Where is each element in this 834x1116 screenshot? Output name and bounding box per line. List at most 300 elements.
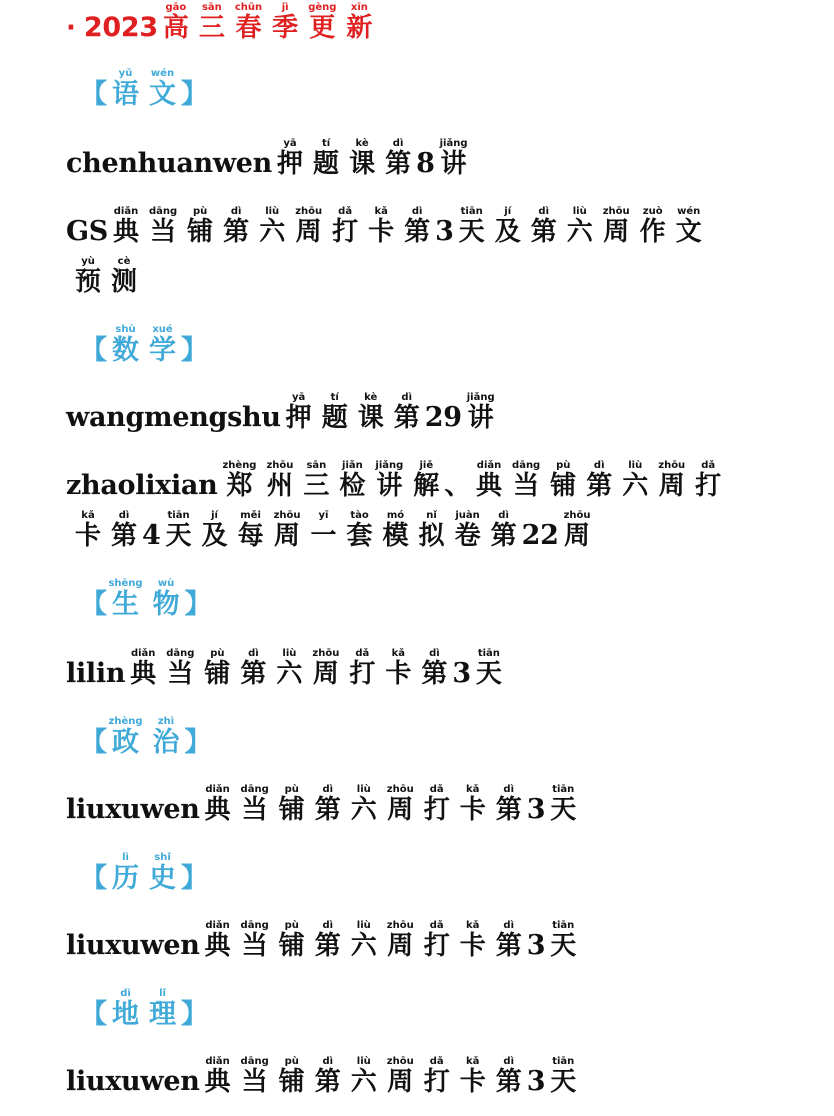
pinyin: zhōu bbox=[266, 460, 294, 471]
pinyin: zhōu bbox=[312, 648, 340, 659]
han-char: 模 bbox=[382, 521, 409, 551]
han-char: 铺 bbox=[550, 471, 577, 501]
pinyin: cè bbox=[111, 256, 138, 267]
bracket-close: 】 bbox=[184, 727, 212, 758]
annotated-char bbox=[512, 460, 541, 501]
teacher-name: wangmengshu bbox=[66, 402, 281, 433]
annotated-char bbox=[149, 988, 176, 1030]
annotated-char bbox=[639, 206, 666, 247]
annotated-char bbox=[278, 784, 305, 825]
han-char: 政 bbox=[108, 727, 143, 758]
annotated-char bbox=[165, 510, 192, 551]
annotated-char bbox=[259, 206, 286, 247]
annotated-char bbox=[149, 852, 176, 894]
subject-heading bbox=[80, 324, 208, 367]
pinyin: yā bbox=[285, 392, 312, 403]
annotated-char bbox=[204, 920, 231, 961]
annotated-char bbox=[346, 510, 373, 551]
annotated-char bbox=[530, 206, 557, 247]
annotated-char bbox=[386, 1056, 414, 1097]
annotated-char bbox=[312, 648, 340, 689]
han-char: 预 bbox=[75, 267, 102, 297]
annotated-char bbox=[201, 510, 228, 551]
teacher-name: zhaolixian bbox=[66, 470, 218, 501]
subject-chars bbox=[107, 578, 185, 620]
pinyin: dāng bbox=[240, 1056, 269, 1067]
pinyin: lǐ bbox=[149, 988, 176, 999]
han-char: 当 bbox=[240, 931, 269, 961]
annotated-char bbox=[278, 1056, 305, 1097]
subject-heading bbox=[80, 578, 212, 621]
annotated-char bbox=[602, 206, 630, 247]
han-char: 第 bbox=[240, 659, 267, 689]
han-char: 典 bbox=[476, 471, 503, 501]
page-title bbox=[66, 2, 377, 44]
han-char: 第 bbox=[393, 403, 420, 433]
annotated-char bbox=[204, 784, 231, 825]
pinyin: tào bbox=[346, 510, 373, 521]
annotated-char bbox=[563, 510, 591, 551]
annotated-char bbox=[459, 784, 486, 825]
annotated-char bbox=[162, 2, 189, 43]
han-char: 语 bbox=[112, 79, 139, 110]
pinyin: kǎ bbox=[459, 784, 486, 795]
han-char: 每 bbox=[237, 521, 264, 551]
annotated-char bbox=[454, 510, 481, 551]
pinyin: zuò bbox=[639, 206, 666, 217]
annotated-char bbox=[240, 920, 269, 961]
pinyin: kǎ bbox=[385, 648, 412, 659]
pinyin: xué bbox=[149, 324, 176, 335]
annotated-char bbox=[321, 392, 348, 433]
han-char: 一 bbox=[310, 521, 337, 551]
annotated-char bbox=[458, 206, 485, 247]
annotated-char bbox=[675, 206, 702, 247]
annotated-char bbox=[240, 648, 267, 689]
subject-chars bbox=[107, 716, 185, 758]
pinyin: diǎn bbox=[204, 920, 231, 931]
han-char: 铺 bbox=[278, 931, 305, 961]
annotated-char bbox=[368, 206, 395, 247]
pinyin: yī bbox=[310, 510, 337, 521]
annotated-char bbox=[495, 920, 522, 961]
annotated-char bbox=[130, 648, 157, 689]
entry-chars bbox=[125, 648, 507, 689]
pinyin: liù bbox=[259, 206, 286, 217]
entry-chars bbox=[200, 784, 582, 825]
han-char: 生 bbox=[108, 589, 143, 620]
pinyin: tí bbox=[313, 138, 340, 149]
entry-line bbox=[66, 648, 507, 690]
annotated-char bbox=[187, 206, 214, 247]
han-char: 周 bbox=[273, 521, 301, 551]
pinyin: dì bbox=[314, 1056, 341, 1067]
title-chars bbox=[158, 2, 378, 43]
han-char: 文 bbox=[149, 79, 176, 110]
annotated-char bbox=[550, 460, 577, 501]
pinyin: yù bbox=[75, 256, 102, 267]
annotated-char bbox=[386, 784, 414, 825]
pinyin: dì bbox=[385, 138, 412, 149]
annotated-char bbox=[349, 138, 376, 179]
han-char: 第 bbox=[495, 931, 522, 961]
pinyin: liù bbox=[566, 206, 593, 217]
han-char: 第 bbox=[111, 521, 138, 551]
annotated-char bbox=[112, 324, 139, 366]
han-char: 天 bbox=[550, 1067, 577, 1097]
pinyin: pù bbox=[278, 920, 305, 931]
pinyin: dì bbox=[495, 920, 522, 931]
han-char: 天 bbox=[475, 659, 502, 689]
han-char: 题 bbox=[321, 403, 348, 433]
annotated-char bbox=[152, 716, 180, 758]
pinyin: gāo bbox=[162, 2, 189, 13]
han-char: 三 bbox=[303, 471, 330, 501]
title-year: 2023 bbox=[83, 12, 158, 43]
han-char: 周 bbox=[658, 471, 686, 501]
han-char: 春 bbox=[234, 13, 263, 43]
pinyin: diǎn bbox=[476, 460, 503, 471]
pinyin: yā bbox=[277, 138, 304, 149]
entry-chars bbox=[70, 510, 596, 551]
pinyin: dì bbox=[111, 510, 138, 521]
annotated-char bbox=[314, 1056, 341, 1097]
han-char: 天 bbox=[550, 795, 577, 825]
annotated-char bbox=[308, 2, 337, 43]
han-char: 课 bbox=[349, 149, 376, 179]
bracket-open: 【 bbox=[80, 863, 107, 894]
pinyin: dì bbox=[393, 392, 420, 403]
pinyin: dì bbox=[314, 920, 341, 931]
teacher-name: liuxuwen bbox=[66, 794, 200, 825]
han-char: 季 bbox=[272, 13, 299, 43]
han-char: 典 bbox=[204, 1067, 231, 1097]
han-char: 当 bbox=[240, 1067, 269, 1097]
pinyin: pù bbox=[187, 206, 214, 217]
han-char: 周 bbox=[312, 659, 340, 689]
annotated-char bbox=[112, 852, 139, 894]
subject-chars bbox=[107, 988, 181, 1030]
entry-line bbox=[70, 256, 142, 298]
annotated-char bbox=[285, 392, 312, 433]
annotated-char bbox=[490, 510, 517, 551]
subject-heading bbox=[80, 852, 208, 895]
han-char: 卡 bbox=[75, 521, 102, 551]
annotated-char bbox=[108, 578, 143, 620]
han-char: 典 bbox=[204, 795, 231, 825]
annotated-char bbox=[148, 206, 178, 247]
annotated-char bbox=[111, 256, 138, 297]
annotated-char bbox=[459, 1056, 486, 1097]
pinyin: dǎ bbox=[349, 648, 376, 659]
annotated-char bbox=[223, 206, 250, 247]
pinyin: dì bbox=[421, 648, 448, 659]
pinyin: jiǎng bbox=[466, 392, 495, 403]
han-char: 题 bbox=[313, 149, 340, 179]
han-char: 第 bbox=[314, 1067, 341, 1097]
annotated-char bbox=[314, 920, 341, 961]
pinyin: jiǎng bbox=[375, 460, 404, 471]
han-char: 讲 bbox=[375, 471, 404, 501]
pinyin: nǐ bbox=[418, 510, 445, 521]
annotated-char bbox=[346, 2, 373, 43]
bracket-close: 】 bbox=[181, 335, 208, 366]
han-char: 六 bbox=[350, 931, 377, 961]
entry-chars bbox=[70, 256, 142, 297]
pinyin: yǔ bbox=[112, 68, 139, 79]
annotated-char bbox=[495, 784, 522, 825]
pinyin: shēng bbox=[108, 578, 143, 589]
annotated-char bbox=[112, 206, 139, 247]
han-char: 郑 bbox=[222, 471, 257, 501]
pinyin: zhèng bbox=[108, 716, 143, 727]
han-char: 打 bbox=[349, 659, 376, 689]
annotated-char bbox=[494, 206, 521, 247]
annotated-char bbox=[112, 988, 139, 1030]
pinyin: sān bbox=[303, 460, 330, 471]
annotated-char bbox=[310, 510, 337, 551]
han-char: 州 bbox=[266, 471, 294, 501]
inline-text: 3 bbox=[435, 216, 454, 247]
inline-text: 3 bbox=[452, 658, 471, 689]
han-char: 理 bbox=[149, 999, 176, 1030]
pinyin: zhì bbox=[152, 716, 180, 727]
pinyin: wén bbox=[675, 206, 702, 217]
pinyin: zhōu bbox=[273, 510, 301, 521]
annotated-char bbox=[439, 138, 468, 179]
entry-chars bbox=[200, 1056, 582, 1097]
inline-text: 29 bbox=[424, 402, 462, 433]
annotated-char bbox=[459, 920, 486, 961]
han-char: 打 bbox=[423, 795, 450, 825]
inline-text: 3 bbox=[526, 794, 546, 825]
annotated-char bbox=[418, 510, 445, 551]
han-char: 第 bbox=[421, 659, 448, 689]
entry-chars bbox=[272, 138, 472, 179]
pinyin: jiǎng bbox=[439, 138, 468, 149]
han-char: 第 bbox=[314, 795, 341, 825]
annotated-char bbox=[385, 648, 412, 689]
pinyin: zhōu bbox=[563, 510, 591, 521]
bracket-open: 【 bbox=[80, 999, 107, 1030]
pinyin: zhōu bbox=[658, 460, 686, 471]
han-char: 典 bbox=[204, 931, 231, 961]
han-char: 打 bbox=[423, 931, 450, 961]
pinyin: zhōu bbox=[386, 920, 414, 931]
bracket-close: 】 bbox=[181, 863, 208, 894]
subject-heading bbox=[80, 68, 208, 111]
pinyin: pù bbox=[278, 784, 305, 795]
teacher-name: lilin bbox=[66, 658, 126, 689]
han-char: 数 bbox=[112, 335, 139, 366]
pinyin: mó bbox=[382, 510, 409, 521]
pinyin: kǎ bbox=[368, 206, 395, 217]
annotated-char bbox=[276, 648, 303, 689]
pinyin: wù bbox=[152, 578, 180, 589]
annotated-char bbox=[149, 324, 176, 366]
subject-chars bbox=[107, 324, 181, 366]
entry-chars bbox=[281, 392, 500, 433]
pinyin: zhōu bbox=[295, 206, 323, 217]
bracket-open: 【 bbox=[80, 589, 107, 620]
inline-text: 3 bbox=[526, 1066, 546, 1097]
pinyin: zhōu bbox=[602, 206, 630, 217]
han-char: 典 bbox=[112, 217, 139, 247]
han-char: 铺 bbox=[204, 659, 231, 689]
pinyin: dǎ bbox=[423, 920, 450, 931]
han-char: 第 bbox=[586, 471, 613, 501]
bracket-open: 【 bbox=[80, 79, 107, 110]
han-char: 六 bbox=[259, 217, 286, 247]
entry-chars bbox=[108, 206, 707, 247]
teacher-name: chenhuanwen bbox=[66, 148, 273, 179]
subject-heading bbox=[80, 988, 208, 1031]
annotated-char bbox=[237, 510, 264, 551]
subject-chars bbox=[107, 852, 181, 894]
annotated-char bbox=[385, 138, 412, 179]
han-char: 卷 bbox=[454, 521, 481, 551]
teacher-name: liuxuwen bbox=[66, 1066, 200, 1097]
pinyin: kè bbox=[357, 392, 384, 403]
han-char: 新 bbox=[346, 13, 373, 43]
pinyin: dì bbox=[586, 460, 613, 471]
han-char: 高 bbox=[162, 13, 189, 43]
han-char: 学 bbox=[149, 335, 176, 366]
han-char: 第 bbox=[495, 795, 522, 825]
entry-line bbox=[66, 206, 707, 248]
han-char: 讲 bbox=[439, 149, 468, 179]
pinyin: tiān bbox=[475, 648, 502, 659]
annotated-char bbox=[350, 784, 377, 825]
pinyin: dāng bbox=[148, 206, 178, 217]
han-char: 第 bbox=[495, 1067, 522, 1097]
pinyin: liù bbox=[622, 460, 649, 471]
bracket-close: 】 bbox=[184, 589, 212, 620]
pinyin: dì bbox=[112, 988, 139, 999]
pinyin: shù bbox=[112, 324, 139, 335]
han-char: 课 bbox=[357, 403, 384, 433]
han-char: 解 bbox=[413, 471, 440, 501]
han-char: 六 bbox=[276, 659, 303, 689]
annotated-char bbox=[278, 920, 305, 961]
han-char: 天 bbox=[550, 931, 577, 961]
annotated-char bbox=[423, 1056, 450, 1097]
han-char: 作 bbox=[639, 217, 666, 247]
pinyin: kè bbox=[349, 138, 376, 149]
annotated-char bbox=[111, 510, 138, 551]
han-char: 周 bbox=[602, 217, 630, 247]
pinyin: jiǎn bbox=[339, 460, 366, 471]
han-char: 卡 bbox=[459, 1067, 486, 1097]
annotated-char bbox=[350, 1056, 377, 1097]
annotated-char bbox=[421, 648, 448, 689]
annotated-char bbox=[413, 460, 440, 501]
title-bullet: · bbox=[66, 13, 76, 43]
entry-line bbox=[66, 920, 581, 962]
annotated-char bbox=[303, 460, 330, 501]
pinyin: liù bbox=[276, 648, 303, 659]
pinyin: pù bbox=[204, 648, 231, 659]
pinyin: zhōu bbox=[386, 784, 414, 795]
pinyin: shǐ bbox=[149, 852, 176, 863]
pinyin: juàn bbox=[454, 510, 481, 521]
han-char: 押 bbox=[277, 149, 304, 179]
pinyin: dì bbox=[530, 206, 557, 217]
pinyin: kǎ bbox=[459, 1056, 486, 1067]
pinyin: sān bbox=[198, 2, 225, 13]
pinyin: chūn bbox=[234, 2, 263, 13]
annotated-char bbox=[423, 920, 450, 961]
annotated-char bbox=[266, 460, 294, 501]
pinyin: diǎn bbox=[204, 784, 231, 795]
han-char: 更 bbox=[308, 13, 337, 43]
entry-line bbox=[66, 138, 472, 180]
han-char: 六 bbox=[350, 1067, 377, 1097]
han-char: 打 bbox=[423, 1067, 450, 1097]
teacher-name: liuxuwen bbox=[66, 930, 200, 961]
annotated-char bbox=[152, 578, 180, 620]
annotated-char bbox=[166, 648, 195, 689]
han-char: 物 bbox=[152, 589, 180, 620]
pinyin: dǎ bbox=[695, 460, 722, 471]
han-char: 押 bbox=[285, 403, 312, 433]
pinyin: pù bbox=[550, 460, 577, 471]
bracket-open: 【 bbox=[80, 727, 107, 758]
annotated-char bbox=[75, 510, 102, 551]
annotated-char bbox=[198, 2, 225, 43]
annotated-char bbox=[349, 648, 376, 689]
annotated-char bbox=[386, 920, 414, 961]
han-char: 当 bbox=[166, 659, 195, 689]
pinyin: liù bbox=[350, 920, 377, 931]
annotated-char bbox=[495, 1056, 522, 1097]
pinyin: dì bbox=[495, 1056, 522, 1067]
pinyin: dì bbox=[495, 784, 522, 795]
pinyin: jí bbox=[494, 206, 521, 217]
annotated-char bbox=[566, 206, 593, 247]
annotated-char bbox=[339, 460, 366, 501]
entry-line bbox=[70, 510, 596, 552]
inline-text: 、 bbox=[444, 470, 472, 501]
annotated-char bbox=[622, 460, 649, 501]
han-char: 第 bbox=[223, 217, 250, 247]
han-char: 当 bbox=[240, 795, 269, 825]
pinyin: jí bbox=[201, 510, 228, 521]
annotated-char bbox=[550, 920, 577, 961]
entry-line bbox=[66, 392, 500, 434]
han-char: 卡 bbox=[368, 217, 395, 247]
annotated-char bbox=[658, 460, 686, 501]
annotated-char bbox=[75, 256, 102, 297]
han-char: 治 bbox=[152, 727, 180, 758]
han-char: 地 bbox=[112, 999, 139, 1030]
entry-chars bbox=[200, 920, 582, 961]
annotated-char bbox=[586, 460, 613, 501]
entry-line bbox=[66, 784, 581, 826]
pinyin: tiān bbox=[165, 510, 192, 521]
han-char: 周 bbox=[386, 1067, 414, 1097]
han-char: 史 bbox=[149, 863, 176, 894]
annotated-char bbox=[550, 1056, 577, 1097]
pinyin: jì bbox=[272, 2, 299, 13]
annotated-char bbox=[466, 392, 495, 433]
pinyin: dì bbox=[223, 206, 250, 217]
pinyin: dì bbox=[240, 648, 267, 659]
bracket-close: 】 bbox=[181, 79, 208, 110]
han-char: 打 bbox=[695, 471, 722, 501]
annotated-char bbox=[423, 784, 450, 825]
pinyin: gèng bbox=[308, 2, 337, 13]
